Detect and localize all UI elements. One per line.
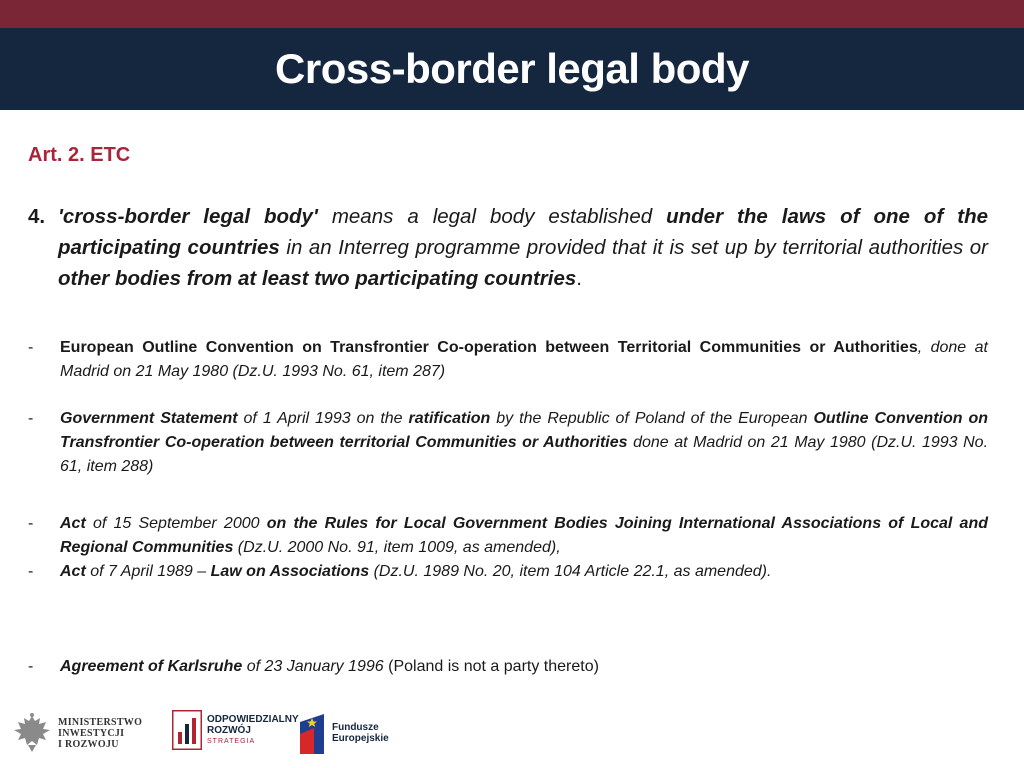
list-item-text: (Dz.U. 2000 No. 91, item 1009, as amended),: [233, 539, 561, 556]
eu-funds-logo-line: Europejskie: [332, 733, 389, 744]
list-dash: -: [28, 339, 34, 356]
list-item-emphasis: on the Rules for Local Government Bodies Joining International Associations of Local and Regional Communities: [60, 515, 988, 556]
list-item: [28, 560, 988, 584]
list-item-text: of 23 January 1996: [242, 658, 384, 675]
list-item-emphasis: ratification: [408, 410, 491, 427]
ministry-logo-line: INWESTYCJI: [58, 727, 125, 739]
strategy-logo-line: ODPOWIEDZIALNY: [207, 713, 299, 725]
list-dash: -: [28, 658, 34, 675]
list-item-text: done at Madrid on 21 May 1980 (Dz.U. 1993 No. 61, item 288): [60, 434, 989, 475]
definition-text: means a legal body established: [317, 205, 667, 228]
strategy-logo-line: STRATEGIA: [207, 737, 256, 745]
strategy-bars-icon: [172, 710, 202, 750]
definition-emphasis: other bodies from at least two participating countries: [58, 267, 577, 290]
list-item-title: Act: [60, 563, 86, 580]
definition-term: 'cross-border legal body': [58, 205, 318, 228]
ministry-logo: [12, 712, 142, 754]
definition-emphasis: under the laws of one of the participating countries: [58, 205, 988, 259]
strategy-logo: [172, 710, 299, 750]
list-item-title: Agreement of Karlsruhe: [60, 658, 243, 675]
eu-funds-star-icon: [300, 712, 324, 754]
list-item-title: Government Statement: [60, 410, 238, 427]
list-item: [28, 336, 988, 384]
list-item-title: Act: [60, 515, 86, 532]
list-dash: -: [28, 410, 34, 427]
list-dash: -: [28, 515, 34, 532]
list-item-emphasis: Law on Associations: [210, 563, 370, 580]
definition-text: .: [576, 267, 582, 290]
list-item-text: (Poland is not a party thereto): [383, 658, 599, 675]
top-accent-strip: [0, 0, 1024, 28]
list-item-text: of 15 September 2000: [85, 515, 267, 532]
ministry-logo-line: MINISTERSTWO: [58, 716, 143, 728]
title-bar: [0, 28, 1024, 110]
list-item-text: , done at Madrid on 21 May 1980 (Dz.U. 1993 No. 61, item 287): [60, 339, 988, 380]
list-item-text: (Dz.U. 1989 No. 20, item 104 Article 22.1, as amended).: [369, 563, 772, 580]
article-reference: Art. 2. ETC: [28, 144, 131, 166]
list-item: [28, 407, 988, 479]
definition-number: 4.: [28, 205, 46, 228]
list-item-text: of 1 April 1993 on the: [237, 410, 409, 427]
list-item: [28, 655, 988, 679]
eagle-emblem-icon: [12, 712, 52, 754]
definition-text: in an Interreg programme provided that it is set up by territorial authorities or: [279, 236, 988, 259]
ministry-logo-line: I ROZWOJU: [58, 738, 119, 750]
list-item-title: European Outline Convention on Transfrontier Co-operation between Territorial Communities or Authorities: [60, 339, 918, 356]
list-item-text: by the Republic of Poland of the European: [490, 410, 814, 427]
definition-paragraph: [28, 201, 988, 294]
list-item-emphasis: Outline Convention on Transfrontier Co-operation between territorial Communities or Authorities: [60, 410, 989, 451]
eu-funds-logo-line: Fundusze: [332, 722, 379, 733]
list-item-text: of 7 April 1989 –: [85, 563, 211, 580]
footer-logos: [0, 700, 1024, 768]
list-item: [28, 512, 988, 560]
page-title: Cross-border legal body: [275, 45, 749, 92]
eu-funds-logo: [300, 712, 389, 754]
list-dash: -: [28, 563, 34, 580]
strategy-logo-line: ROZWÓJ: [207, 724, 251, 736]
